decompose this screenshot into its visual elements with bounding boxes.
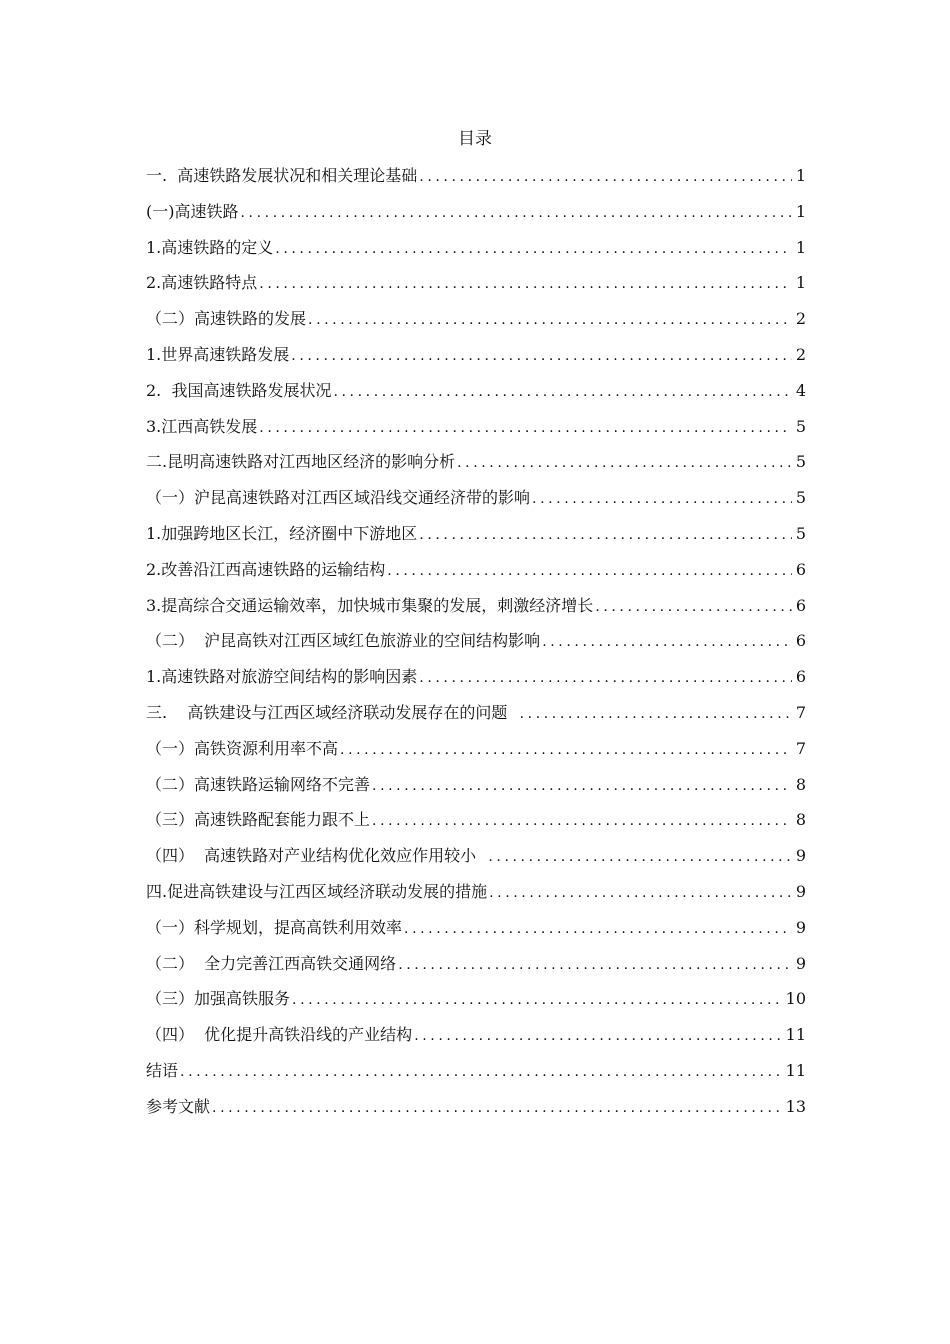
toc-dot-leader bbox=[212, 1096, 782, 1120]
toc-entry-page-number: 11 bbox=[785, 1025, 806, 1045]
toc-entry-label: (一)高速铁路 bbox=[146, 201, 239, 221]
toc-entry-page-number: 9 bbox=[795, 953, 806, 973]
toc-dot-leader bbox=[387, 559, 792, 583]
toc-entry[interactable] bbox=[146, 1095, 806, 1131]
toc-entry[interactable] bbox=[146, 307, 806, 343]
toc-entry[interactable] bbox=[146, 236, 806, 272]
toc-entry-label: 1.加强跨地区长江，经济圈中下游地区 bbox=[146, 523, 418, 543]
toc-entry-label: 结语 bbox=[146, 1060, 179, 1080]
toc-dot-leader bbox=[489, 881, 792, 905]
toc-title: 目录 bbox=[458, 129, 492, 149]
toc-entry-page-number: 11 bbox=[785, 1060, 806, 1080]
toc-entry[interactable] bbox=[146, 343, 806, 379]
toc-entry[interactable] bbox=[146, 844, 806, 880]
toc-entry-label: 2. 我国高速铁路发展状况 bbox=[146, 380, 332, 400]
toc-entry-page-number: 4 bbox=[795, 380, 806, 400]
toc-entry-label: （二） 全力完善江西高铁交通网络 bbox=[146, 953, 397, 973]
toc-entry-page-number: 9 bbox=[795, 881, 806, 901]
toc-entry-label: （一）高铁资源利用率不高 bbox=[146, 738, 339, 758]
toc-entry-label: （一）沪昆高速铁路对江西区域沿线交通经济带的影响 bbox=[146, 488, 531, 508]
toc-entry[interactable] bbox=[146, 737, 806, 773]
toc-entry[interactable] bbox=[146, 594, 806, 630]
toc-entry-page-number: 5 bbox=[795, 452, 806, 472]
toc-entry-page-number: 1 bbox=[795, 166, 806, 185]
toc-entry-page-number: 8 bbox=[795, 810, 806, 830]
toc-entry-label: （三）加强高铁服务 bbox=[146, 989, 291, 1009]
toc-entry-label: （二）高速铁路运输网络不完善 bbox=[146, 774, 371, 794]
toc-entry-page-number: 2 bbox=[795, 309, 806, 329]
toc-entry-label: 2.高速铁路特点 bbox=[146, 273, 258, 293]
toc-entry-page-number: 10 bbox=[785, 989, 806, 1009]
toc-entry-label: （一）科学规划，提高高铁利用效率 bbox=[146, 917, 403, 937]
toc-dot-leader bbox=[372, 774, 792, 798]
toc-dot-leader bbox=[419, 165, 792, 189]
toc-dot-leader bbox=[333, 380, 791, 404]
toc-entry-label: （四） 优化提升高铁沿线的产业结构 bbox=[146, 1025, 413, 1045]
toc-dot-leader bbox=[241, 201, 792, 225]
toc-entry[interactable] bbox=[146, 486, 806, 522]
toc-entry[interactable] bbox=[146, 450, 806, 486]
toc-dot-leader bbox=[595, 595, 792, 619]
toc-entry-page-number: 1 bbox=[795, 273, 806, 293]
toc-dot-leader bbox=[259, 416, 792, 440]
toc-dot-leader bbox=[340, 738, 792, 762]
toc-entry-label: 3.江西高铁发展 bbox=[146, 416, 258, 436]
toc-entry[interactable] bbox=[146, 164, 806, 200]
toc-entry-label: 一. 高速铁路发展状况和相关理论基础 bbox=[146, 166, 418, 185]
toc-entry-label: 2.改善沿江西高速铁路的运输结构 bbox=[146, 559, 386, 579]
toc-dot-leader bbox=[457, 451, 792, 475]
toc-entry[interactable] bbox=[146, 522, 806, 558]
toc-entry-label: 四.促进高铁建设与江西区域经济联动发展的措施 bbox=[146, 881, 488, 901]
toc-entry-label: （三）高速铁路配套能力跟不上 bbox=[146, 810, 371, 830]
toc-entry-page-number: 6 bbox=[795, 595, 806, 615]
toc-entry[interactable] bbox=[146, 808, 806, 844]
toc-entry-page-number: 7 bbox=[795, 702, 806, 722]
toc-entry-page-number: 7 bbox=[795, 738, 806, 758]
toc-entry[interactable] bbox=[146, 558, 806, 594]
toc-entry-label: 参考文献 bbox=[146, 1096, 211, 1116]
toc-entry[interactable] bbox=[146, 1023, 806, 1059]
toc-entry[interactable] bbox=[146, 1059, 806, 1095]
table-of-contents bbox=[146, 164, 806, 1131]
toc-dot-leader bbox=[520, 702, 792, 726]
toc-entry-label: 1.高速铁路的定义 bbox=[146, 237, 274, 257]
toc-entry[interactable] bbox=[146, 773, 806, 809]
toc-dot-leader bbox=[292, 988, 782, 1012]
toc-entry-page-number: 5 bbox=[795, 416, 806, 436]
toc-entry-label: （二） 沪昆高铁对江西区域红色旅游业的空间结构影响 bbox=[146, 631, 541, 651]
toc-entry[interactable] bbox=[146, 916, 806, 952]
toc-entry[interactable] bbox=[146, 379, 806, 415]
toc-dot-leader bbox=[542, 630, 792, 654]
toc-dot-leader bbox=[488, 845, 791, 869]
toc-entry-label: 1.世界高速铁路发展 bbox=[146, 344, 290, 364]
toc-entry-page-number: 6 bbox=[795, 667, 806, 687]
toc-dot-leader bbox=[275, 237, 792, 261]
toc-entry-label: 3.提高综合交通运输效率，加快城市集聚的发展，刺激经济增长 bbox=[146, 595, 594, 615]
toc-dot-leader bbox=[532, 487, 792, 511]
toc-dot-leader bbox=[404, 917, 792, 941]
toc-entry-label: （四） 高速铁路对产业结构优化效应作用较小 bbox=[146, 846, 487, 866]
toc-dot-leader bbox=[419, 523, 792, 547]
toc-dot-leader bbox=[291, 344, 792, 368]
toc-entry[interactable] bbox=[146, 952, 806, 988]
toc-entry[interactable] bbox=[146, 271, 806, 307]
toc-entry[interactable] bbox=[146, 415, 806, 451]
toc-dot-leader bbox=[259, 272, 792, 296]
toc-dot-leader bbox=[308, 308, 792, 332]
toc-entry-page-number: 1 bbox=[795, 201, 806, 221]
toc-entry-page-number: 5 bbox=[795, 523, 806, 543]
toc-dot-leader bbox=[398, 953, 792, 977]
toc-entry-label: 1.高速铁路对旅游空间结构的影响因素 bbox=[146, 667, 418, 687]
toc-entry[interactable] bbox=[146, 665, 806, 701]
toc-dot-leader bbox=[372, 809, 792, 833]
toc-entry-label: 三. 高铁建设与江西区域经济联动发展存在的问题 bbox=[146, 702, 518, 722]
toc-entry-page-number: 1 bbox=[795, 237, 806, 257]
toc-entry-page-number: 9 bbox=[795, 917, 806, 937]
toc-entry-label: （二）高速铁路的发展 bbox=[146, 309, 307, 329]
toc-entry[interactable] bbox=[146, 629, 806, 665]
toc-entry-page-number: 2 bbox=[795, 344, 806, 364]
toc-entry[interactable] bbox=[146, 880, 806, 916]
toc-dot-leader bbox=[419, 666, 792, 690]
toc-dot-leader bbox=[414, 1024, 781, 1048]
toc-entry-page-number: 6 bbox=[795, 559, 806, 579]
toc-entry-page-number: 9 bbox=[795, 846, 806, 866]
toc-entry-page-number: 13 bbox=[785, 1096, 806, 1116]
toc-dot-leader bbox=[180, 1060, 782, 1084]
toc-entry-page-number: 5 bbox=[795, 488, 806, 508]
toc-entry[interactable] bbox=[146, 200, 806, 236]
toc-entry-page-number: 8 bbox=[795, 774, 806, 794]
toc-entry[interactable] bbox=[146, 701, 806, 737]
toc-entry-page-number: 6 bbox=[795, 631, 806, 651]
toc-entry-label: 二.昆明高速铁路对江西地区经济的影响分析 bbox=[146, 452, 456, 472]
toc-entry[interactable] bbox=[146, 987, 806, 1023]
